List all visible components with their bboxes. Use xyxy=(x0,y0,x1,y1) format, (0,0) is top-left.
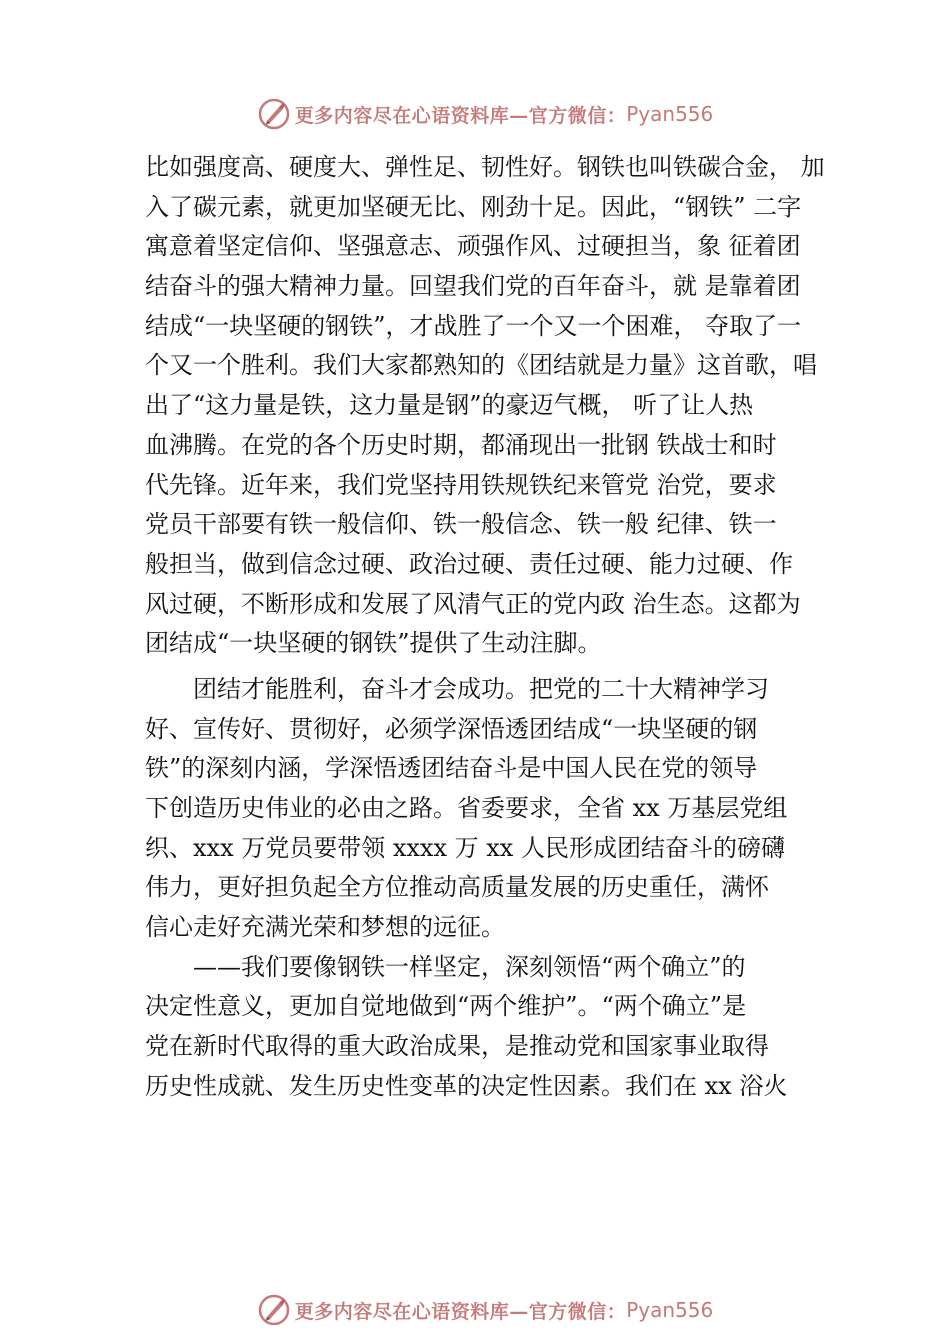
text-line: 好、宣传好、贯彻好，必须学深悟透团结成“一块坚硬的钢 xyxy=(145,714,758,743)
text-line: 历史性成就、发生历史性变革的决定性因素。我们在 xx 浴火 xyxy=(145,1071,788,1100)
footer-banner-handle: Pyan556 xyxy=(626,1298,714,1322)
paragraph-2 xyxy=(145,670,835,948)
text-line: 血沸腾。在党的各个历史时期，都涌现出一批钢 铁战士和时 xyxy=(145,430,777,459)
text-line: 个又一个胜利。我们大家都熟知的《团结就是力量》这首歌，唱 xyxy=(145,351,817,380)
text-line: 伟力，更好担负起全方位推动高质量发展的历史重任，满怀 xyxy=(145,873,769,902)
document-body xyxy=(145,148,835,1107)
footer-banner xyxy=(0,1288,950,1332)
header-banner xyxy=(0,92,950,136)
pen-logo-icon xyxy=(257,97,291,131)
text-line: 团结成“一块坚硬的钢铁”提供了生动注脚。 xyxy=(145,629,602,658)
text-line: 党在新时代取得的重大政治成果，是推动党和国家事业取得 xyxy=(145,1032,769,1061)
pen-logo-icon xyxy=(257,1293,291,1327)
text-line: ——我们要像钢铁一样坚定，深刻领悟“两个确立”的 xyxy=(193,952,746,981)
text-line: 下创造历史伟业的必由之路。省委要求，全省 xx 万基层党组 xyxy=(145,794,788,822)
text-line: 般担当，做到信念过硬、政治过硬、责任过硬、能力过硬、作 xyxy=(145,549,793,578)
text-line: 信心走好充满光荣和梦想的远征。 xyxy=(145,913,505,942)
text-line: 决定性意义，更加自觉地做到“两个维护”。“两个确立”是 xyxy=(145,992,747,1021)
text-line: 团结才能胜利，奋斗才会成功。把党的二十大精神学习 xyxy=(193,674,769,703)
header-banner-text: 更多内容尽在心语资料库—官方微信： xyxy=(294,104,627,127)
footer-banner-inner xyxy=(257,1293,714,1327)
footer-banner-text: 更多内容尽在心语资料库—官方微信： xyxy=(294,1300,627,1323)
text-line: 党员干部要有铁一般信仰、铁一般信念、铁一般 纪律、铁一 xyxy=(145,510,777,539)
text-line: 比如强度高、硬度大、弹性足、韧性好。钢铁也叫铁碳合金， 加 xyxy=(145,153,825,181)
text-line: 结成“一块坚硬的钢铁”，才战胜了一个又一个困难， 夺取了一 xyxy=(145,311,802,340)
text-line: 结奋斗的强大精神力量。回望我们党的百年奋斗，就 是靠着团 xyxy=(145,272,801,301)
header-banner-inner xyxy=(257,97,714,131)
text-line: 织、xxx 万党员要带领 xxxx 万 xx 人民形成团结奋斗的磅礴 xyxy=(145,833,785,862)
paragraph-3 xyxy=(145,948,835,1107)
text-line: 出了“这力量是铁，这力量是钢”的豪迈气概， 听了让人热 xyxy=(145,391,754,420)
text-line: 寓意着坚定信仰、坚强意志、顽强作风、过硬担当，象 征着团 xyxy=(145,232,801,261)
text-line: 代先锋。近年来，我们党坚持用铁规铁纪来管党 治党，要求 xyxy=(145,470,777,499)
text-line: 风过硬，不断形成和发展了风清气正的党内政 治生态。这都为 xyxy=(145,589,801,618)
header-banner-handle: Pyan556 xyxy=(626,102,714,126)
text-line: 铁”的深刻内涵，学深悟透团结奋斗是中国人民在党的领导 xyxy=(145,754,758,783)
text-line: 入了碳元素，就更加坚硬无比、刚劲十足。因此，“钢铁” 二字 xyxy=(145,192,802,221)
paragraph-1 xyxy=(145,148,835,664)
